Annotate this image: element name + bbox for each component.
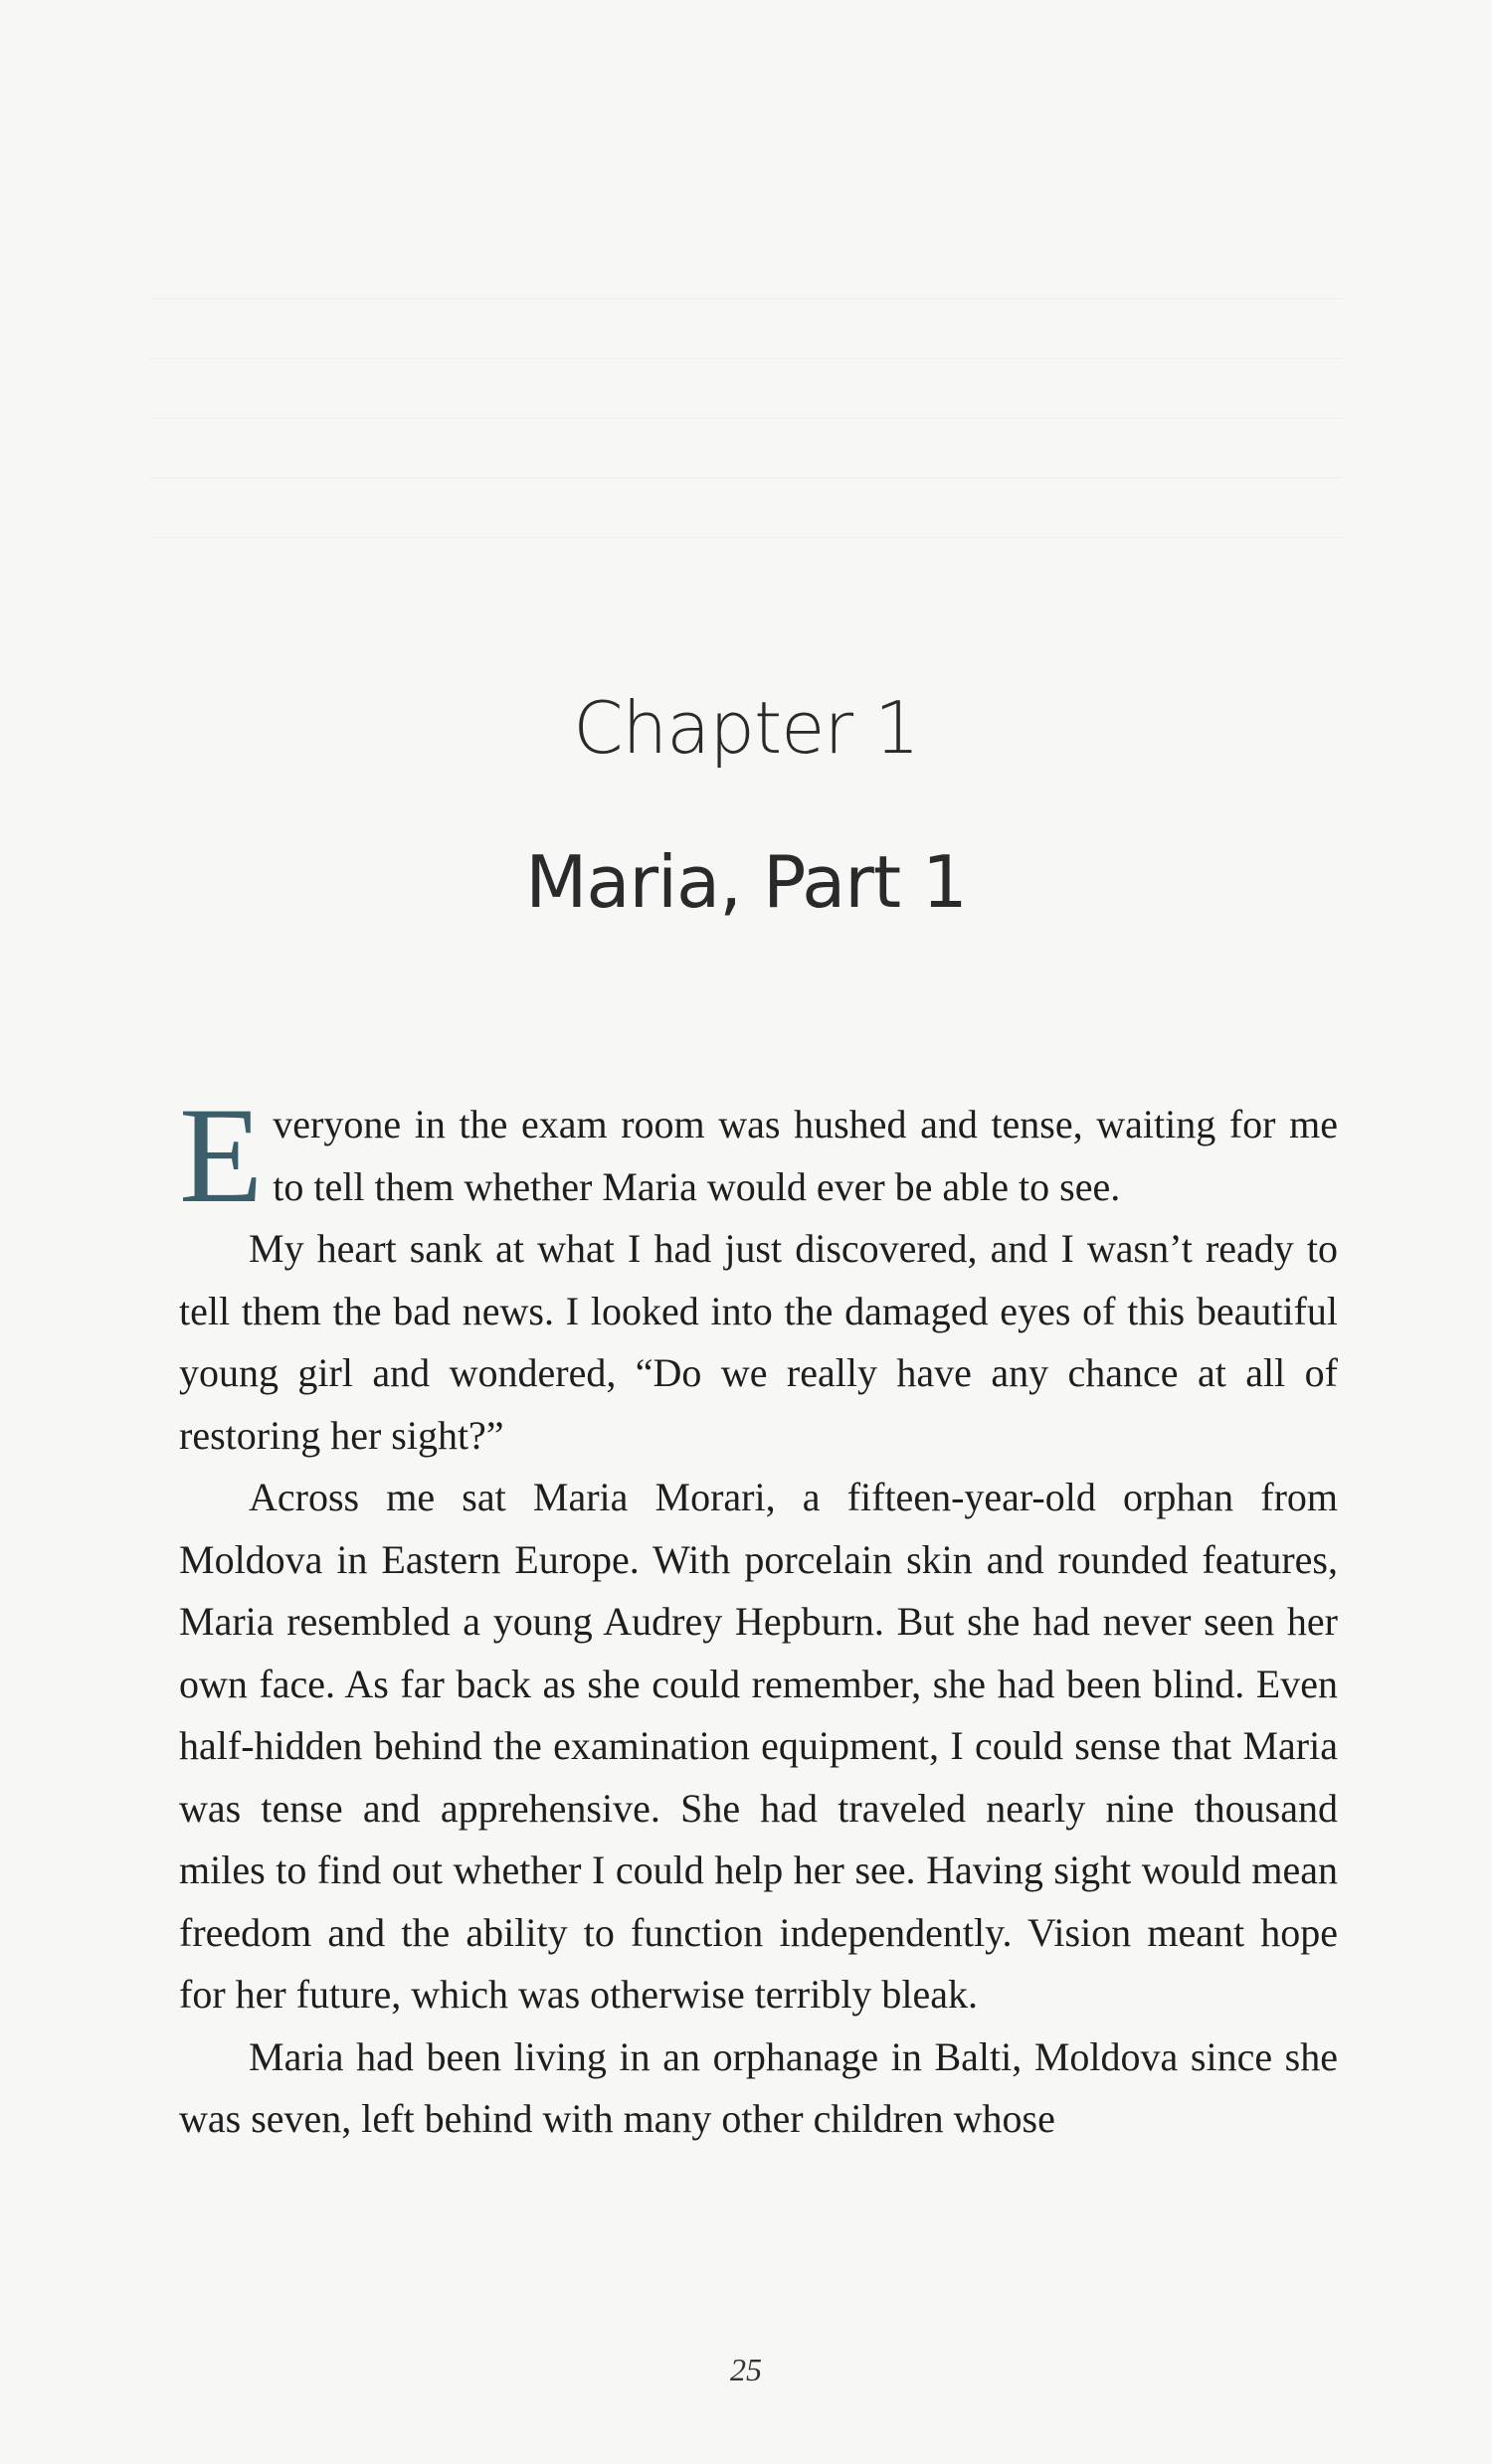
drop-cap: E (179, 1079, 264, 1231)
show-through-line (149, 298, 1343, 299)
chapter-title: Chapter 1 (573, 686, 919, 770)
paragraph-2: My heart sank at what I had just discovered, and I wasn’t ready to tell them the bad news. I looked into the damaged eyes of this beautiful young girl and wondered, “Do we really have any chance at all of restoring her sight?” (179, 1226, 1338, 1458)
show-through-line (149, 477, 1343, 478)
page-number: 25 (730, 2352, 762, 2387)
show-through-line (149, 358, 1343, 359)
paragraph-4: Maria had been living in an orphanage in Balti, Moldova since she was seven, left behind with many other children whose (179, 2033, 1338, 2141)
paragraph-3: Across me sat Maria Morari, a fifteen-year-old orphan from Moldova in Eastern Europe. With porcelain skin and rounded features, Maria resembled a young Audrey Hepburn. But she had never seen her own face. As far back as she could remember, she had been blind. Even half-hidden behind the examination equipment, I could sense that Maria was tense and apprehensive. She had traveled nearly nine thousand miles to find out whether I could help her see. Having sight would mean freedom and the ability to function independently. Vision meant hope for her future, which was otherwise terribly bleak. (179, 1475, 1338, 2017)
body-text (179, 1079, 1338, 2151)
show-through-line (149, 418, 1343, 419)
paragraph-1-text: veryone in the exam room was hushed and tense, waiting for me to tell them whether Maria would ever be able to see. (273, 1102, 1338, 1209)
chapter-subtitle: Maria, Part 1 (525, 840, 967, 924)
show-through-line (149, 537, 1343, 538)
paragraph-1 (179, 1079, 1338, 1231)
